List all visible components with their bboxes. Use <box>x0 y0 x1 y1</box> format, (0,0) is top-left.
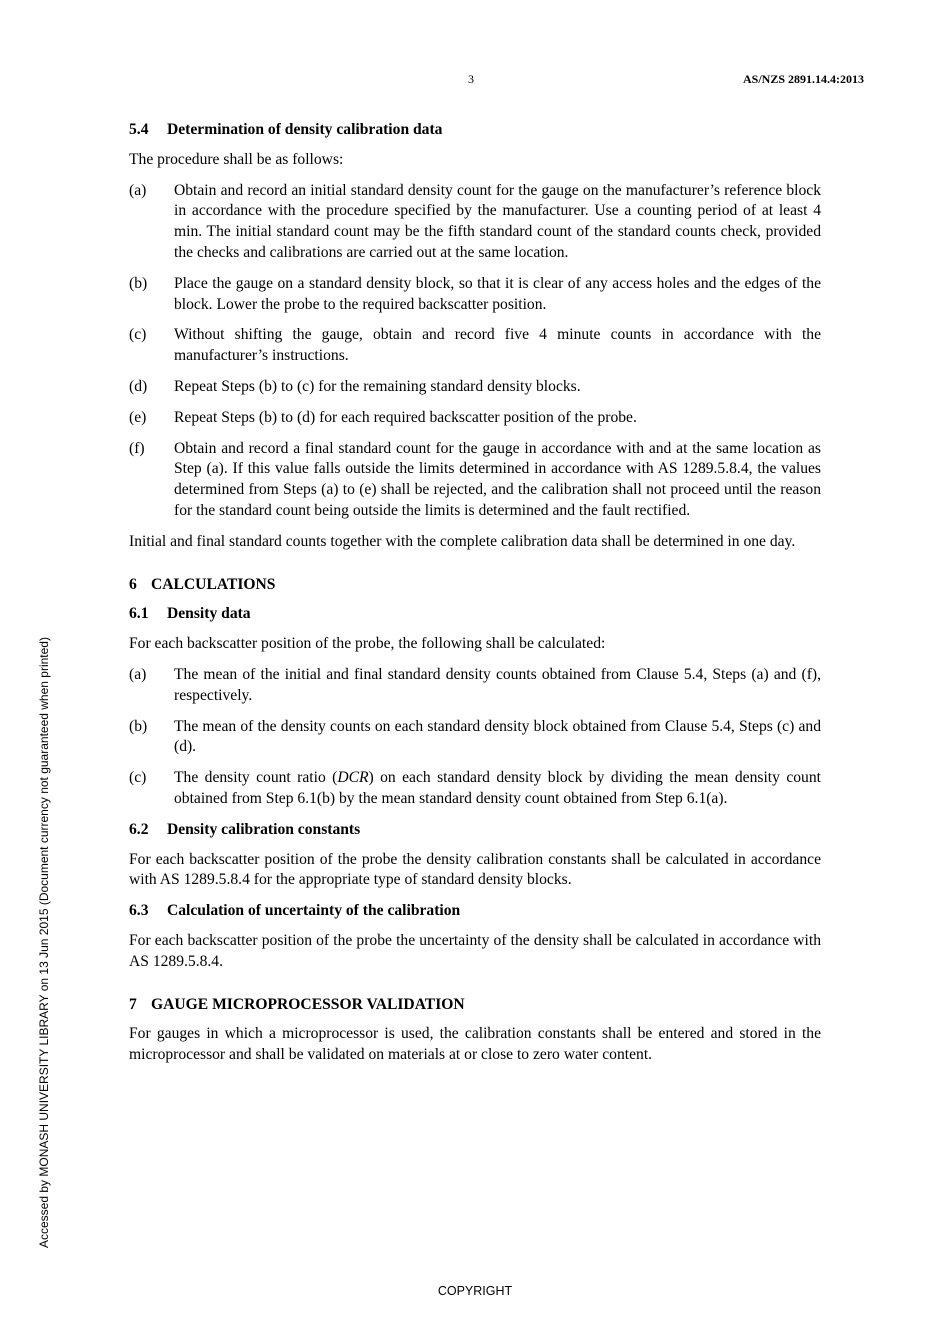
list-text: The mean of the density counts on each standard density block obtained from Clause 5.4, Steps (c) and (d). <box>174 717 821 756</box>
list-item <box>129 274 821 316</box>
list-item <box>129 665 821 707</box>
section-heading-7 <box>129 995 821 1016</box>
list-text: Repeat Steps (b) to (d) for each required backscatter position of the probe. <box>174 408 637 426</box>
section-number: 7 <box>129 995 137 1013</box>
list-item <box>129 408 821 429</box>
section-title: Density data <box>167 605 251 623</box>
section-heading-6 <box>129 575 821 596</box>
list-marker: (c) <box>129 326 147 344</box>
section-number: 5.4 <box>129 121 149 138</box>
list-marker: (a) <box>129 665 147 683</box>
section-heading-6-3 <box>129 901 821 922</box>
list-marker: (f) <box>129 439 145 457</box>
list-text: Without shifting the gauge, obtain and record five 4 minute counts in accordance with the manufacturer’s instructions. <box>174 326 821 365</box>
text-run: ) on each standard density block by dividing the mean density count obtained from Step 6.1(b) by the mean standard density count obtained from Step 6.1(a). <box>174 769 821 807</box>
section-number: 6 <box>129 575 137 593</box>
list-marker: (b) <box>129 717 148 735</box>
section-title: Calculation of uncertainty of the calibration <box>167 902 461 920</box>
calculation-list <box>129 665 821 810</box>
section-body: For gauges in which a microprocessor is used, the calibration constants shall be entered and stored in the microprocessor and shall be validated on materials at or close to zero water content. <box>129 1025 821 1064</box>
section-closing: Initial and final standard counts together with the complete calibration data shall be determined in one day. <box>129 532 796 550</box>
section-intro: The procedure shall be as follows: <box>129 150 344 168</box>
list-marker: (e) <box>129 408 147 426</box>
section-body: For each backscatter position of the probe the density calibration constants shall be calculated in accordance with AS 1289.5.8.4 for the appropriate type of standard density blocks. <box>129 850 821 889</box>
page-content <box>129 120 821 1076</box>
list-item <box>129 439 821 522</box>
section-heading-5-4 <box>129 120 821 141</box>
section-intro: For each backscatter position of the probe, the following shall be calculated: <box>129 635 606 653</box>
text-run: The density count ratio ( <box>174 769 338 787</box>
section-title: GAUGE MICROPROCESSOR VALIDATION <box>151 995 465 1013</box>
section-heading-6-1 <box>129 604 821 625</box>
section-number: 6.1 <box>129 605 149 623</box>
list-item <box>129 181 821 264</box>
page-number: 3 <box>468 72 474 86</box>
list-text: Place the gauge on a standard density block, so that it is clear of any access holes and the edges of the block. Lower the probe to the required backscatter position. <box>174 274 821 313</box>
list-item <box>129 717 821 759</box>
section-number: 6.2 <box>129 820 149 838</box>
list-marker: (c) <box>129 769 147 787</box>
list-marker: (d) <box>129 377 148 395</box>
list-text: Obtain and record a final standard count for the gauge in accordance with and at the same location as Step (a). If this value falls outside the limits determined in accordance with AS 1289.5.8.4, the values determined from Steps (a) to (e) shall be rejected, and the calibration shall not proceed until the reason for the standard count being outside the limits is determined and the fault rectified. <box>174 439 821 519</box>
section-number: 6.3 <box>129 902 149 920</box>
list-item <box>129 325 821 367</box>
section-title: CALCULATIONS <box>151 575 276 593</box>
section-body: For each backscatter position of the probe the uncertainty of the density shall be calculated in accordance with AS 1289.5.8.4. <box>129 931 821 970</box>
section-title: Density calibration constants <box>167 820 361 838</box>
list-marker: (a) <box>129 181 147 199</box>
list-item <box>129 377 821 398</box>
dcr-abbreviation: DCR <box>337 769 369 787</box>
list-text <box>174 768 821 810</box>
list-item <box>129 768 821 810</box>
list-text: The mean of the initial and final standard density counts obtained from Clause 5.4, Steps (a) and (f), respectively. <box>174 665 821 704</box>
copyright-footer: COPYRIGHT <box>437 1284 513 1298</box>
section-heading-6-2 <box>129 820 821 841</box>
procedure-list <box>129 181 821 522</box>
standard-code: AS/NZS 2891.14.4:2013 <box>742 72 864 86</box>
list-marker: (b) <box>129 274 148 292</box>
list-text: Repeat Steps (b) to (c) for the remaining standard density blocks. <box>174 377 581 395</box>
section-title: Determination of density calibration data <box>167 121 443 138</box>
access-watermark: Accessed by MONASH UNIVERSITY LIBRARY on 13 Jun 2015 (Document currency not guaranteed when printed) <box>37 637 51 1248</box>
list-text: Obtain and record an initial standard density count for the gauge on the manufacturer’s reference block in accordance with the procedure specified by the manufacturer. Use a counting period of at least 4 min. The initial standard count may be the fifth standard count of the standard counts check, provided the checks and calibrations are carried out at the same location. <box>174 181 821 261</box>
